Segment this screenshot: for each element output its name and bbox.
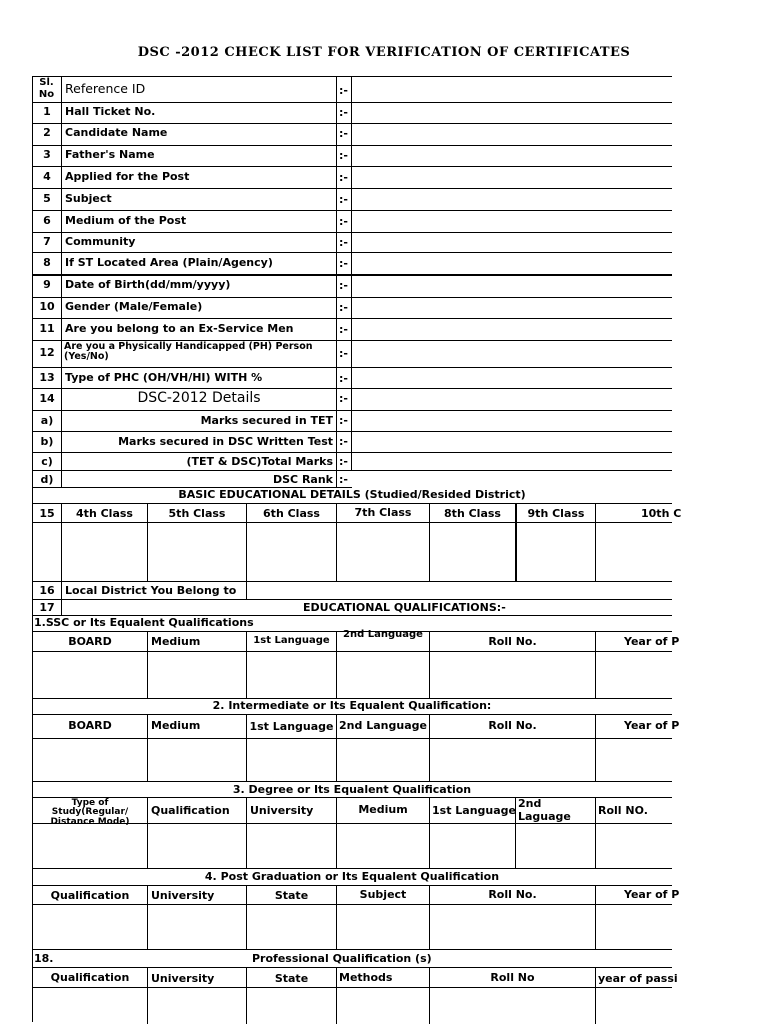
field-value-cell[interactable]: [352, 338, 670, 354]
degree-col-type-of-study: Type of Study(Regular/ Distance Mode): [50, 798, 130, 827]
intermediate-heading: 2. Intermediate or Its Equalent Qualification:: [212, 699, 492, 712]
class-header-6th: 6th Class: [263, 507, 320, 520]
grid-line: [595, 631, 596, 698]
grid-line: [32, 967, 672, 968]
grid-line: [595, 503, 596, 581]
row-number: 10: [39, 300, 55, 313]
field-value-cell[interactable]: [352, 368, 670, 384]
colon-separator: :-: [339, 171, 348, 184]
class-header-4th: 4th Class: [76, 507, 133, 520]
prof-col-university: University: [151, 972, 215, 985]
grid-line: [246, 797, 247, 868]
field-value-cell[interactable]: [352, 297, 670, 313]
colon-separator: :-: [339, 84, 348, 97]
local-district-label: Local District You Belong to: [65, 584, 237, 597]
row-number: 15: [39, 507, 55, 520]
ssc-col-2nd-language: 2nd Language: [343, 629, 423, 640]
grid-line: [32, 470, 672, 471]
field-label: Hall Ticket No.: [65, 105, 156, 118]
row-number: 6: [43, 214, 51, 227]
grid-line: [595, 967, 596, 1024]
degree-col-2nd-language: 2nd Laguage: [518, 797, 571, 823]
grid-line: [246, 581, 247, 599]
degree-col-roll-no: Roll NO.: [598, 804, 648, 817]
grid-line: [32, 738, 672, 739]
grid-line: [32, 76, 672, 77]
inter-col-2nd-language: 2nd Language: [339, 719, 427, 732]
colon-separator: :-: [339, 435, 348, 448]
degree-col-medium: Medium: [358, 803, 408, 816]
grid-line: [32, 714, 672, 715]
row-number: 7: [43, 235, 51, 248]
pg-col-roll-no: Roll No.: [488, 888, 537, 901]
pg-col-university: University: [151, 889, 215, 902]
sl-no-header: Sl. No: [38, 77, 55, 100]
dsc-field-label: DSC Rank: [273, 473, 333, 486]
inter-col-roll-no: Roll No.: [488, 719, 537, 732]
row-number: 8: [43, 256, 51, 269]
field-value-cell[interactable]: [352, 211, 670, 227]
field-label: Subject: [65, 192, 112, 205]
grid-line: [336, 967, 337, 1024]
degree-col-qualification: Qualification: [151, 804, 230, 817]
grid-line: [61, 581, 62, 615]
field-value-cell[interactable]: [352, 167, 670, 183]
class-header-9th: 9th Class: [527, 507, 585, 520]
ssc-heading: 1.SSC or Its Equalent Qualifications: [34, 616, 254, 629]
basic-education-heading: BASIC EDUCATIONAL DETAILS (Studied/Resided District): [178, 488, 526, 501]
grid-line: [595, 797, 596, 868]
degree-col-university: University: [250, 804, 314, 817]
pg-col-state: State: [274, 889, 309, 902]
colon-separator: :-: [339, 372, 348, 385]
ssc-col-board: BOARD: [68, 635, 112, 648]
pg-col-year: Year of P: [624, 888, 680, 901]
prof-col-year: year of passi: [598, 972, 678, 985]
row-number: 2: [43, 126, 51, 139]
post-graduation-heading: 4. Post Graduation or Its Equalent Qualification: [204, 870, 500, 883]
ssc-col-roll-no: Roll No.: [488, 635, 537, 648]
inter-col-board: BOARD: [68, 719, 112, 732]
row-number: 11: [39, 322, 55, 335]
row-number: c): [41, 455, 53, 468]
row-number: 14: [39, 392, 55, 405]
row-number: 12: [39, 346, 55, 359]
reference-id-label: Reference ID: [65, 81, 146, 96]
row-number: 3: [43, 148, 51, 161]
field-value-cell[interactable]: [352, 275, 670, 291]
field-label: Applied for the Post: [65, 170, 190, 183]
field-label: Are you belong to an Ex-Service Men: [65, 322, 294, 335]
row-number: 5: [43, 192, 51, 205]
dsc-details-heading: DSC-2012 Details: [137, 390, 261, 406]
field-label: Are you a Physically Handicapped (PH) Person (Yes/No): [64, 341, 313, 363]
grid-line: [147, 714, 148, 781]
class-header-8th: 8th Class: [444, 507, 501, 520]
grid-line: [61, 76, 62, 488]
field-value-cell[interactable]: [352, 123, 670, 139]
field-label: Father's Name: [65, 148, 155, 161]
row-number: b): [40, 435, 54, 448]
grid-line: [32, 581, 672, 582]
grid-line: [147, 885, 148, 949]
colon-separator: :-: [339, 301, 348, 314]
grid-line: [32, 431, 672, 432]
colon-separator: :-: [339, 279, 348, 292]
grid-line: [32, 781, 672, 782]
field-label: Community: [65, 235, 136, 248]
grid-line: [429, 797, 430, 868]
pg-col-qualification: Qualification: [50, 889, 130, 902]
field-label: If ST Located Area (Plain/Agency): [65, 256, 273, 269]
row-number: 13: [39, 371, 55, 384]
field-label: Gender (Male/Female): [65, 300, 203, 313]
field-label: Date of Birth(dd/mm/yyyy): [65, 278, 231, 291]
ssc-col-year: Year of P: [624, 635, 680, 648]
grid-line: [32, 904, 672, 905]
inter-col-medium: Medium: [151, 719, 201, 732]
grid-line: [32, 410, 672, 411]
colon-separator: :-: [339, 455, 348, 468]
row-number: 1: [43, 105, 51, 118]
grid-line: [32, 885, 672, 886]
grid-line: [32, 503, 672, 504]
pg-col-subject: Subject: [359, 888, 407, 901]
colon-separator: :-: [339, 392, 348, 405]
colon-separator: :-: [339, 215, 348, 228]
professional-heading: Professional Qualification (s): [252, 952, 432, 965]
inter-col-1st-language: 1st Language: [249, 720, 334, 733]
row-number: 17: [39, 601, 55, 614]
colon-separator: :-: [339, 106, 348, 119]
colon-separator: :-: [339, 149, 348, 162]
dsc-field-label: Marks secured in TET: [200, 414, 333, 427]
colon-separator: :-: [339, 127, 348, 140]
colon-separator: :-: [339, 473, 348, 486]
grid-line: [595, 885, 596, 949]
colon-separator: :-: [339, 414, 348, 427]
grid-line: [32, 987, 672, 988]
field-value-cell[interactable]: [352, 189, 670, 205]
prof-col-roll-no: Roll No: [490, 971, 535, 984]
colon-separator: :-: [339, 257, 348, 270]
inter-col-year: Year of P: [624, 719, 680, 732]
field-label: Candidate Name: [65, 126, 168, 139]
row-number: a): [40, 414, 54, 427]
colon-separator: :-: [339, 347, 348, 360]
colon-separator: :-: [339, 236, 348, 249]
grid-line: [32, 522, 672, 523]
colon-separator: :-: [339, 323, 348, 336]
field-value-cell[interactable]: [352, 145, 670, 161]
page-title: DSC -2012 CHECK LIST FOR VERIFICATION OF CERTIFICATES: [137, 45, 631, 60]
degree-heading: 3. Degree or Its Equalent Qualification: [232, 783, 472, 796]
grid-line: [336, 76, 337, 488]
grid-line: [32, 599, 672, 600]
dsc-field-label: (TET & DSC)Total Marks: [186, 455, 333, 468]
prof-col-methods: Methods: [339, 971, 393, 984]
educational-qualifications-heading: EDUCATIONAL QUALIFICATIONS:-: [303, 601, 506, 614]
field-value-cell[interactable]: [352, 319, 670, 335]
grid-line: [32, 651, 672, 652]
grid-line: [147, 631, 148, 698]
class-header-7th: 7th Class: [354, 506, 412, 519]
grid-line: [32, 452, 672, 453]
degree-col-1st-language: 1st Language: [432, 804, 517, 817]
field-value-cell[interactable]: [352, 253, 670, 269]
ssc-col-medium: Medium: [151, 635, 201, 648]
grid-line: [336, 631, 337, 698]
ssc-col-1st-language: 1st Language: [253, 635, 330, 646]
grid-line: [32, 868, 672, 869]
grid-line: [147, 967, 148, 1024]
class-header-10th: 10th C: [641, 507, 682, 520]
field-value-cell[interactable]: [352, 102, 670, 118]
prof-col-state: State: [274, 972, 309, 985]
field-value-cell[interactable]: [352, 232, 670, 248]
dsc-field-label: Marks secured in DSC Written Test: [118, 435, 333, 448]
grid-line: [32, 388, 672, 389]
colon-separator: :-: [339, 193, 348, 206]
grid-line: [32, 949, 672, 950]
grid-line: [595, 714, 596, 781]
prof-col-qualification: Qualification: [50, 971, 130, 984]
row-number: 18.: [34, 952, 54, 965]
row-number: 9: [43, 278, 51, 291]
row-number: 4: [43, 170, 51, 183]
row-number: d): [40, 473, 54, 486]
field-label: Type of PHC (OH/VH/HI) WITH %: [65, 371, 263, 384]
class-header-5th: 5th Class: [168, 507, 226, 520]
field-label: Medium of the Post: [65, 214, 187, 227]
row-number: 16: [39, 584, 55, 597]
grid-line: [147, 797, 148, 868]
